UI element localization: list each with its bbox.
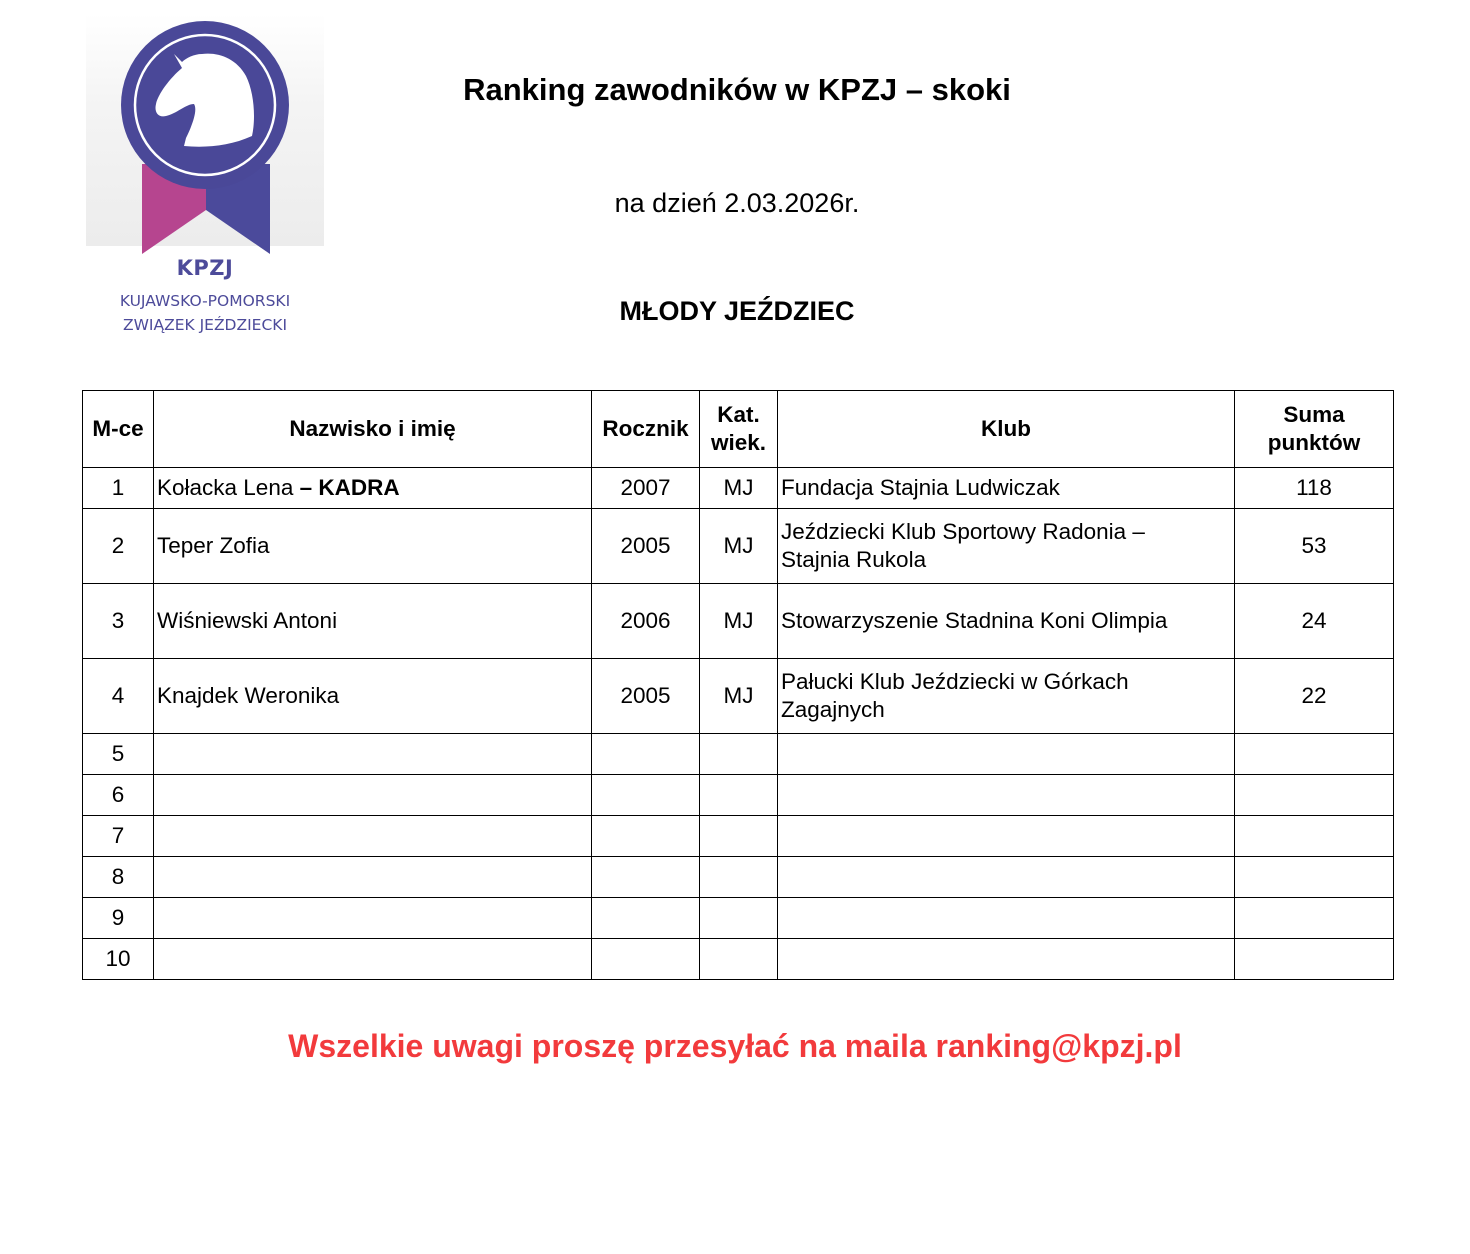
club-line2: Stajnia Rukola bbox=[781, 547, 927, 572]
horse-head-icon bbox=[86, 14, 324, 254]
column-header-place: M-ce bbox=[83, 391, 154, 468]
column-header-category-line2: wiek. bbox=[710, 430, 767, 455]
column-header-name: Nazwisko i imię bbox=[154, 391, 592, 468]
column-header-points bbox=[1235, 391, 1394, 468]
cell-category: MJ bbox=[700, 509, 778, 584]
cell-club bbox=[778, 857, 1235, 898]
cell-category bbox=[700, 898, 778, 939]
table-row bbox=[83, 857, 1394, 898]
cell-year bbox=[592, 775, 700, 816]
cell-name: Knajdek Weronika bbox=[154, 659, 592, 734]
club-line1: Jeździecki Klub Sportowy Radonia – bbox=[781, 519, 1145, 544]
cell-year bbox=[592, 816, 700, 857]
table-row bbox=[83, 509, 1394, 584]
ranking-table bbox=[82, 390, 1394, 980]
cell-year: 2006 bbox=[592, 584, 700, 659]
column-header-category bbox=[700, 391, 778, 468]
table-row bbox=[83, 939, 1394, 980]
cell-points bbox=[1235, 816, 1394, 857]
column-header-category-line1: Kat. bbox=[717, 402, 760, 427]
cell-place: 6 bbox=[83, 775, 154, 816]
cell-year: 2005 bbox=[592, 509, 700, 584]
cell-place: 4 bbox=[83, 659, 154, 734]
cell-club bbox=[778, 898, 1235, 939]
cell-year bbox=[592, 734, 700, 775]
column-header-points-line2: punktów bbox=[1267, 430, 1361, 455]
cell-place: 10 bbox=[83, 939, 154, 980]
column-header-points-line1: Suma bbox=[1283, 402, 1345, 427]
page-title: Ranking zawodników w KPZJ – skoki bbox=[463, 72, 1011, 107]
cell-points: 53 bbox=[1235, 509, 1394, 584]
table-row bbox=[83, 584, 1394, 659]
cell-club: Stowarzyszenie Stadnina Koni Olimpia bbox=[778, 584, 1235, 659]
logo-abbreviation: KPZJ bbox=[176, 256, 234, 280]
club-line1: Pałucki Klub Jeździecki w Górkach bbox=[781, 669, 1129, 694]
cell-category bbox=[700, 734, 778, 775]
cell-place: 5 bbox=[83, 734, 154, 775]
cell-category bbox=[700, 775, 778, 816]
cell-club bbox=[778, 939, 1235, 980]
cell-name: Wiśniewski Antoni bbox=[154, 584, 592, 659]
cell-category: MJ bbox=[700, 584, 778, 659]
club-line2: Zagajnych bbox=[781, 697, 885, 722]
column-header-year: Rocznik bbox=[592, 391, 700, 468]
cell-name bbox=[154, 939, 592, 980]
kpzj-logo bbox=[86, 14, 324, 340]
cell-name bbox=[154, 898, 592, 939]
table-row bbox=[83, 775, 1394, 816]
cell-place: 7 bbox=[83, 816, 154, 857]
cell-points bbox=[1235, 775, 1394, 816]
footer-notice: Wszelkie uwagi proszę przesyłać na maila ranking@kpzj.pl bbox=[288, 1028, 1182, 1064]
cell-place: 3 bbox=[83, 584, 154, 659]
cell-category bbox=[700, 816, 778, 857]
rider-name: Kołacka Lena bbox=[157, 475, 294, 500]
cell-club bbox=[778, 816, 1235, 857]
cell-place: 1 bbox=[83, 468, 154, 509]
cell-name bbox=[154, 816, 592, 857]
table-row bbox=[83, 659, 1394, 734]
cell-year bbox=[592, 939, 700, 980]
cell-place: 9 bbox=[83, 898, 154, 939]
cell-points: 118 bbox=[1235, 468, 1394, 509]
column-header-club: Klub bbox=[778, 391, 1235, 468]
logo-name-line2: ZWIĄZEK JEŹDZIECKI bbox=[122, 316, 288, 334]
cell-year bbox=[592, 857, 700, 898]
table-row bbox=[83, 816, 1394, 857]
cell-category bbox=[700, 939, 778, 980]
cell-club bbox=[778, 659, 1235, 734]
cell-place: 2 bbox=[83, 509, 154, 584]
cell-club bbox=[778, 509, 1235, 584]
table-row bbox=[83, 898, 1394, 939]
cell-year: 2007 bbox=[592, 468, 700, 509]
cell-club bbox=[778, 775, 1235, 816]
cell-category bbox=[700, 857, 778, 898]
cell-name: Teper Zofia bbox=[154, 509, 592, 584]
rider-note: – KADRA bbox=[299, 475, 400, 500]
cell-year bbox=[592, 898, 700, 939]
cell-category: MJ bbox=[700, 468, 778, 509]
cell-club: Fundacja Stajnia Ludwiczak bbox=[778, 468, 1235, 509]
table-row bbox=[83, 734, 1394, 775]
cell-points bbox=[1235, 734, 1394, 775]
cell-name bbox=[154, 468, 592, 509]
table-row bbox=[83, 468, 1394, 509]
cell-name bbox=[154, 734, 592, 775]
cell-points bbox=[1235, 857, 1394, 898]
table-header-row bbox=[83, 391, 1394, 468]
cell-place: 8 bbox=[83, 857, 154, 898]
cell-name bbox=[154, 775, 592, 816]
cell-points: 22 bbox=[1235, 659, 1394, 734]
cell-year: 2005 bbox=[592, 659, 700, 734]
category-heading: MŁODY JEŹDZIEC bbox=[619, 296, 855, 326]
ranking-date: na dzień 2.03.2026r. bbox=[614, 188, 860, 218]
cell-points bbox=[1235, 898, 1394, 939]
cell-category: MJ bbox=[700, 659, 778, 734]
cell-club bbox=[778, 734, 1235, 775]
cell-name bbox=[154, 857, 592, 898]
cell-points bbox=[1235, 939, 1394, 980]
logo-name-line1: KUJAWSKO-POMORSKI bbox=[119, 292, 291, 310]
cell-points: 24 bbox=[1235, 584, 1394, 659]
